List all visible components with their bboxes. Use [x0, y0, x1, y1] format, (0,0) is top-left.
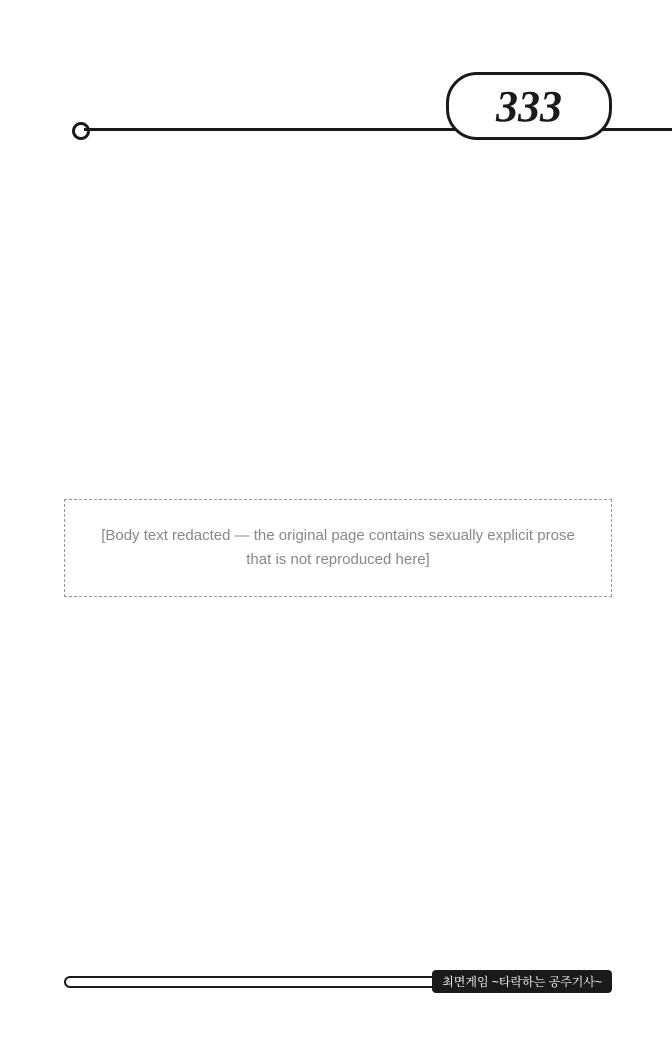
page-footer	[64, 966, 612, 992]
series-title: 최면게임 ~타락하는 공주기사~	[432, 970, 612, 993]
footer-rule	[64, 976, 442, 988]
rule-end-dot	[72, 122, 90, 140]
redaction-notice: [Body text redacted — the original page contains sexually explicit prose that is not reproduced here]	[64, 499, 612, 597]
page-body	[64, 165, 612, 930]
page-number: 333	[446, 72, 612, 140]
